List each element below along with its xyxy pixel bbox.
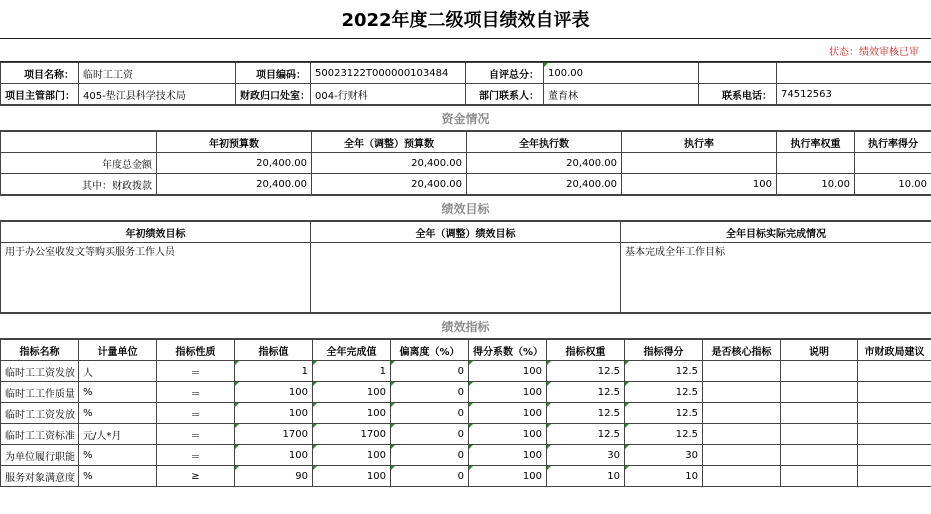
contact-value: 董育林 xyxy=(544,84,699,105)
indicator-note-cell xyxy=(781,466,858,487)
indicator-name-cell: 临时工工资发放 xyxy=(1,361,79,382)
indicator-advice-cell xyxy=(858,361,931,382)
indicator-score-cell: 12.5 xyxy=(625,361,703,382)
indicator-core-cell xyxy=(703,382,781,403)
indicator-row xyxy=(1,445,931,466)
indicator-coef-cell: 100 xyxy=(469,466,547,487)
office-value: 004-行财科 xyxy=(311,84,466,105)
indicator-score-cell: 30 xyxy=(625,445,703,466)
indicator-score-cell: 12.5 xyxy=(625,403,703,424)
phone-value: 74512563 xyxy=(777,84,931,105)
indicator-unit-cell: % xyxy=(79,466,157,487)
goals-section-title: 绩效目标 xyxy=(0,195,931,221)
indicator-header: 全年完成值 xyxy=(313,340,391,361)
funds-header: 执行率权重 xyxy=(777,132,855,153)
indicator-actual-cell: 1 xyxy=(313,361,391,382)
indicator-weight-cell: 30 xyxy=(547,445,625,466)
indicator-header: 指标名称 xyxy=(1,340,79,361)
funds-cell: 20,400.00 xyxy=(467,153,622,174)
indicator-name-cell: 临时工工资发放 xyxy=(1,403,79,424)
indicator-target-cell: 1 xyxy=(235,361,313,382)
phone-label: 联系电话： xyxy=(699,84,777,105)
indicator-header: 偏离度（%） xyxy=(391,340,469,361)
dept-label: 项目主管部门： xyxy=(1,84,79,105)
indicator-advice-cell xyxy=(858,466,931,487)
indicators-table xyxy=(0,339,931,487)
funds-cell xyxy=(855,153,931,174)
indicator-coef-cell: 100 xyxy=(469,424,547,445)
total-score-value: 100.00 xyxy=(544,63,699,84)
status-text: 状态：绩效审核已审 xyxy=(0,39,931,62)
indicator-weight-cell: 12.5 xyxy=(547,424,625,445)
indicator-row xyxy=(1,466,931,487)
indicator-row xyxy=(1,403,931,424)
indicator-unit-cell: 元/人*月 xyxy=(79,424,157,445)
indicator-header: 指标权重 xyxy=(547,340,625,361)
indicator-deviation-cell: 0 xyxy=(391,445,469,466)
indicator-coef-cell: 100 xyxy=(469,403,547,424)
indicator-note-cell xyxy=(781,361,858,382)
funds-header: 全年（调整）预算数 xyxy=(312,132,467,153)
indicator-actual-cell: 1700 xyxy=(313,424,391,445)
goals-header: 全年（调整）绩效目标 xyxy=(311,222,621,243)
funds-row-label: 其中：财政拨款 xyxy=(1,174,157,195)
initial-goal-text: 用于办公室收发文等购买服务工作人员 xyxy=(1,243,311,313)
indicator-unit-cell: 人 xyxy=(79,361,157,382)
indicator-target-cell: 100 xyxy=(235,403,313,424)
indicator-coef-cell: 100 xyxy=(469,382,547,403)
indicator-nature-cell: ＝ xyxy=(157,445,235,466)
indicator-header: 指标性质 xyxy=(157,340,235,361)
indicator-advice-cell xyxy=(858,424,931,445)
indicator-deviation-cell: 0 xyxy=(391,382,469,403)
indicator-row xyxy=(1,424,931,445)
funds-cell: 100 xyxy=(622,174,777,195)
indicator-core-cell xyxy=(703,445,781,466)
indicator-advice-cell xyxy=(858,445,931,466)
goals-header: 全年目标实际完成情况 xyxy=(621,222,931,243)
indicator-deviation-cell: 0 xyxy=(391,361,469,382)
funds-header: 执行率得分 xyxy=(855,132,931,153)
indicator-header: 指标值 xyxy=(235,340,313,361)
indicator-unit-cell: % xyxy=(79,382,157,403)
project-name-value: 临时工工资 xyxy=(79,63,236,84)
indicator-advice-cell xyxy=(858,403,931,424)
indicator-note-cell xyxy=(781,403,858,424)
adjusted-goal-text xyxy=(311,243,621,313)
indicator-header: 市财政局建议 xyxy=(858,340,931,361)
indicator-note-cell xyxy=(781,424,858,445)
indicator-deviation-cell: 0 xyxy=(391,466,469,487)
funds-section-title: 资金情况 xyxy=(0,105,931,131)
indicator-header: 计量单位 xyxy=(79,340,157,361)
indicator-name-cell: 为单位履行职能 xyxy=(1,445,79,466)
funds-cell: 10.00 xyxy=(777,174,855,195)
indicator-note-cell xyxy=(781,445,858,466)
indicator-target-cell: 100 xyxy=(235,445,313,466)
indicator-core-cell xyxy=(703,466,781,487)
funds-cell: 20,400.00 xyxy=(157,153,312,174)
contact-label: 部门联系人： xyxy=(466,84,544,105)
indicator-core-cell xyxy=(703,403,781,424)
indicator-target-cell: 90 xyxy=(235,466,313,487)
indicator-nature-cell: ≥ xyxy=(157,466,235,487)
indicator-core-cell xyxy=(703,361,781,382)
indicator-target-cell: 100 xyxy=(235,382,313,403)
empty-cell xyxy=(777,63,931,84)
funds-cell xyxy=(777,153,855,174)
indicator-actual-cell: 100 xyxy=(313,382,391,403)
indicator-weight-cell: 12.5 xyxy=(547,361,625,382)
indicator-weight-cell: 12.5 xyxy=(547,403,625,424)
funds-header: 年初预算数 xyxy=(157,132,312,153)
indicator-unit-cell: % xyxy=(79,403,157,424)
funds-cell xyxy=(622,153,777,174)
dept-value: 405-垫江县科学技术局 xyxy=(79,84,236,105)
indicator-nature-cell: ＝ xyxy=(157,403,235,424)
office-label: 财政归口处室： xyxy=(236,84,311,105)
indicators-section-title: 绩效指标 xyxy=(0,313,931,339)
indicator-name-cell: 临时工工资标准 xyxy=(1,424,79,445)
project-code-label: 项目编码： xyxy=(236,63,311,84)
project-info-table xyxy=(0,62,931,105)
indicator-unit-cell: % xyxy=(79,445,157,466)
indicator-name-cell: 服务对象满意度 xyxy=(1,466,79,487)
indicator-deviation-cell: 0 xyxy=(391,403,469,424)
funds-cell: 20,400.00 xyxy=(312,174,467,195)
indicator-deviation-cell: 0 xyxy=(391,424,469,445)
indicator-header: 是否核心指标 xyxy=(703,340,781,361)
indicator-weight-cell: 12.5 xyxy=(547,382,625,403)
indicator-nature-cell: ＝ xyxy=(157,424,235,445)
indicator-core-cell xyxy=(703,424,781,445)
indicator-score-cell: 12.5 xyxy=(625,382,703,403)
indicator-coef-cell: 100 xyxy=(469,361,547,382)
indicator-actual-cell: 100 xyxy=(313,466,391,487)
indicator-score-cell: 12.5 xyxy=(625,424,703,445)
funds-cell: 10.00 xyxy=(855,174,931,195)
indicator-actual-cell: 100 xyxy=(313,445,391,466)
empty-cell xyxy=(699,63,777,84)
indicator-header: 得分系数（%） xyxy=(469,340,547,361)
project-name-label: 项目名称： xyxy=(1,63,79,84)
goals-table xyxy=(0,221,931,313)
indicator-actual-cell: 100 xyxy=(313,403,391,424)
indicator-score-cell: 10 xyxy=(625,466,703,487)
funds-table xyxy=(0,131,931,195)
indicator-note-cell xyxy=(781,382,858,403)
indicator-coef-cell: 100 xyxy=(469,445,547,466)
total-score-label: 自评总分： xyxy=(466,63,544,84)
form-title: 2022年度二级项目绩效自评表 xyxy=(0,0,931,39)
funds-cell: 20,400.00 xyxy=(312,153,467,174)
empty-cell xyxy=(1,132,157,153)
indicator-weight-cell: 10 xyxy=(547,466,625,487)
indicator-header: 指标得分 xyxy=(625,340,703,361)
funds-row-label: 年度总金额 xyxy=(1,153,157,174)
funds-header: 执行率 xyxy=(622,132,777,153)
indicator-nature-cell: ＝ xyxy=(157,361,235,382)
indicator-name-cell: 临时工工作质量 xyxy=(1,382,79,403)
indicator-row xyxy=(1,382,931,403)
funds-cell: 20,400.00 xyxy=(467,174,622,195)
funds-cell: 20,400.00 xyxy=(157,174,312,195)
indicator-header: 说明 xyxy=(781,340,858,361)
funds-header: 全年执行数 xyxy=(467,132,622,153)
project-code-value: 50023122T000000103484 xyxy=(311,63,466,84)
indicator-advice-cell xyxy=(858,382,931,403)
goals-header: 年初绩效目标 xyxy=(1,222,311,243)
indicator-nature-cell: ＝ xyxy=(157,382,235,403)
indicator-row xyxy=(1,361,931,382)
indicator-target-cell: 1700 xyxy=(235,424,313,445)
actual-goal-text: 基本完成全年工作目标 xyxy=(621,243,931,313)
